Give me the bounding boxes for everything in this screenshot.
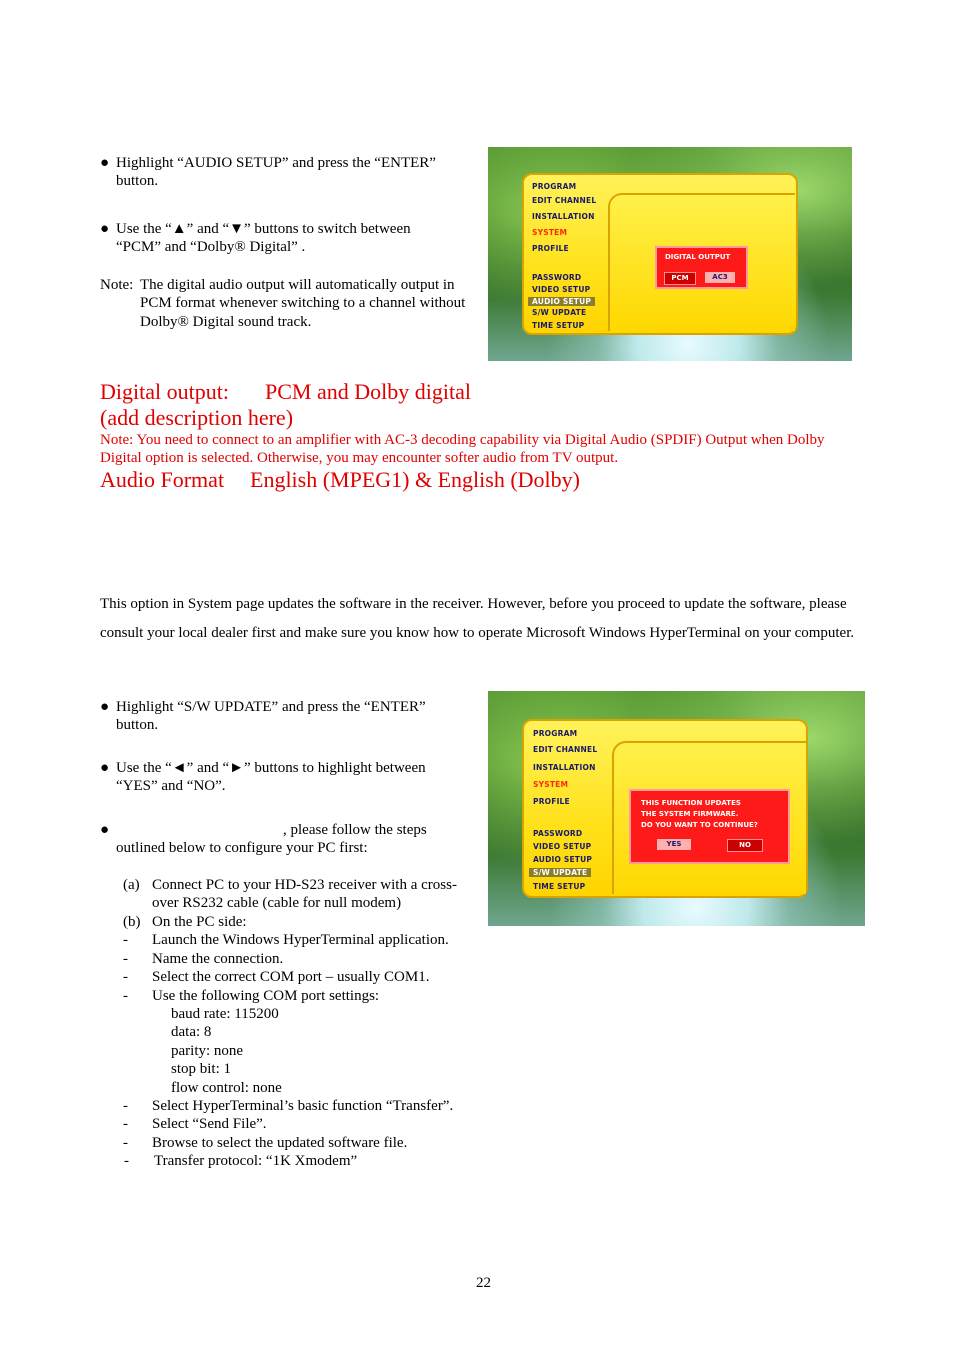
step-launch: Launch the Windows HyperTerminal application. xyxy=(152,932,449,948)
dialog-line-3: DO YOU WANT TO CONTINUE? xyxy=(641,821,758,829)
note-text xyxy=(140,276,470,331)
osd-menu-video-setup: VIDEO SETUP xyxy=(533,842,592,851)
osd-menu-time-setup: TIME SETUP xyxy=(532,321,585,330)
step-a-label: (a) xyxy=(123,877,140,893)
osd-menu-program: PROGRAM xyxy=(533,729,578,738)
dialog-line-1: THIS FUNCTION UPDATES xyxy=(641,799,741,807)
page-number: 22 xyxy=(476,1275,491,1291)
bullet-dot: ● xyxy=(100,699,110,715)
audio-format-value: English (MPEG1) & English (Dolby) xyxy=(250,467,580,492)
setting-data: data: 8 xyxy=(171,1024,212,1040)
dash: - xyxy=(123,969,128,985)
osd-menu-installation: INSTALLATION xyxy=(533,763,596,772)
osd-menu-installation: INSTALLATION xyxy=(532,212,595,221)
bullet-text: Highlight “S/W UPDATE” and press the “ENTER” button. xyxy=(116,699,426,734)
step-send-file: Select “Send File”. xyxy=(152,1116,267,1132)
dash: - xyxy=(124,1153,129,1169)
bullet-text: , please follow the steps outlined below to configure your PC first: xyxy=(116,822,427,857)
osd-menu-program: PROGRAM xyxy=(532,182,577,191)
osd-menu-edit-channel: EDIT CHANNEL xyxy=(533,745,598,754)
dash: - xyxy=(123,988,128,1004)
step-b-label: (b) xyxy=(123,914,141,930)
osd-menu-sw-update: S/W UPDATE xyxy=(529,868,591,877)
osd-menu-audio-setup: AUDIO SETUP xyxy=(533,855,593,864)
note-body: The digital audio output will automatically output in PCM format whenever switching to a channel without Dolby® Digital sound track. xyxy=(140,277,466,330)
dash: - xyxy=(123,1116,128,1132)
digital-output-value: PCM and Dolby digital xyxy=(265,379,471,404)
bullet-dot: ● xyxy=(100,221,110,237)
step-a-text: Connect PC to your HD-S23 receiver with a cross-over RS232 cable (cable for null modem) xyxy=(152,877,457,912)
sw-update-intro: This option in System page updates the software in the receiver. However, before you proceed to update the software, please consult your local dealer first and make sure you know how to operate Microsoft Windows HyperTerminal on your computer. xyxy=(100,596,855,641)
step-browse: Browse to select the updated software file. xyxy=(152,1135,408,1151)
bullet-dot: ● xyxy=(100,760,110,776)
setting-stop-bit: stop bit: 1 xyxy=(171,1061,232,1077)
firmware-update-dialog xyxy=(629,789,790,864)
osd-menu-audio-setup: AUDIO SETUP xyxy=(528,297,595,306)
dialog-line-2: THE SYSTEM FIRMWARE. xyxy=(641,810,739,818)
note-label: Note: xyxy=(100,277,134,293)
step-b-text: On the PC side: xyxy=(152,914,247,930)
digital-output-label: Digital output: xyxy=(100,379,229,404)
dash: - xyxy=(123,932,128,948)
digital-output-dialog xyxy=(655,246,748,289)
step-settings: Use the following COM port settings: xyxy=(152,988,380,1004)
osd-menu-system: SYSTEM xyxy=(532,228,568,237)
bullet-text: Highlight “AUDIO SETUP” and press the “ENTER” button. xyxy=(116,155,436,190)
bullet-dot: ● xyxy=(100,822,110,838)
osd-menu-video-setup: VIDEO SETUP xyxy=(532,285,591,294)
bullet-text: Use the “◄” and “►” buttons to highlight between “YES” and “NO”. xyxy=(116,760,426,795)
step-com-port: Select the correct COM port – usually COM1. xyxy=(152,969,430,985)
dash: - xyxy=(123,1135,128,1151)
osd-menu-sw-update: S/W UPDATE xyxy=(532,308,587,317)
osd-menu-password: PASSWORD xyxy=(532,273,582,282)
dash: - xyxy=(123,1098,128,1114)
yes-button: YES xyxy=(657,839,691,850)
no-button: NO xyxy=(727,839,763,852)
add-description: (add description here) xyxy=(100,405,294,430)
bullet-text: Use the “▲” and “▼” buttons to switch between “PCM” and “Dolby® Digital” . xyxy=(116,221,411,256)
audio-format-label: Audio Format xyxy=(100,467,225,492)
osd-menu-time-setup: TIME SETUP xyxy=(533,882,586,891)
osd-menu-edit-channel: EDIT CHANNEL xyxy=(532,196,597,205)
osd-menu-system: SYSTEM xyxy=(533,780,569,789)
pcm-option: PCM xyxy=(664,272,696,285)
dialog-title: DIGITAL OUTPUT xyxy=(665,253,731,261)
red-note: Note: You need to connect to an amplifier with AC-3 decoding capability via Digital Audio (SPDIF) Output when Dolby Digital option is selected. Otherwise, you may encounter softer audio from TV output. xyxy=(100,432,825,467)
setting-flow-control: flow control: none xyxy=(171,1080,282,1096)
osd-menu-password: PASSWORD xyxy=(533,829,583,838)
step-name: Name the connection. xyxy=(152,951,284,967)
audio-setup-screenshot xyxy=(488,147,852,361)
osd-menu-profile: PROFILE xyxy=(532,244,569,253)
setting-baud: baud rate: 115200 xyxy=(171,1006,279,1022)
step-protocol: Transfer protocol: “1K Xmodem” xyxy=(154,1153,358,1169)
setting-parity: parity: none xyxy=(171,1043,244,1059)
bullet-dot: ● xyxy=(100,155,110,171)
step-transfer: Select HyperTerminal’s basic function “Transfer”. xyxy=(152,1098,454,1114)
sw-update-screenshot xyxy=(488,691,865,926)
ac3-option: AC3 xyxy=(705,272,735,283)
osd-menu-profile: PROFILE xyxy=(533,797,570,806)
dash: - xyxy=(123,951,128,967)
